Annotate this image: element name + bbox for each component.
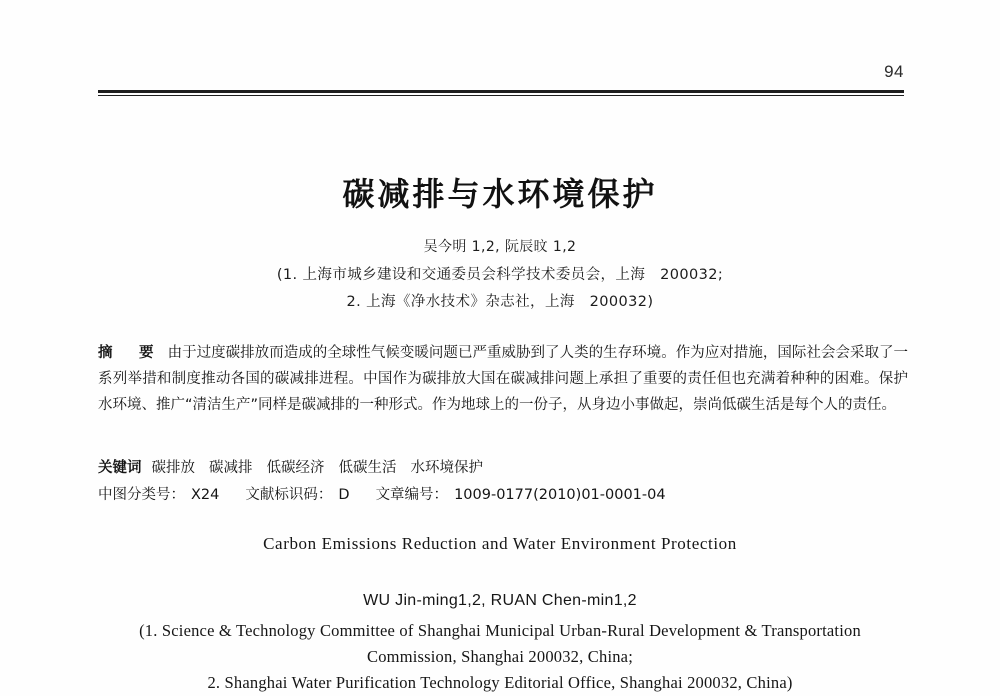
affiliation-chinese-1: (1. 上海市城乡建设和交通委员会科学技术委员会，上海 200032; [276, 267, 724, 283]
keyword-item: 低碳经济 [266, 460, 325, 476]
keyword-item: 水环境保护 [410, 460, 483, 476]
authors-english: WU Jin-ming1,2, RUAN Chen-min1,2 [363, 592, 637, 609]
keyword-item: 碳减排 [209, 460, 253, 476]
abstract-text: 由于过度碳排放而造成的全球性气候变暖问题已严重威胁到了人类的生存环境。作为应对措施，国际社会会采取了一系列举措和制度推动各国的碳减排进程。中国作为碳排放大国在碳减排问题上承担了重要的责任但也充满着种种的困难。保护水环境、推广“清洁生产”同样是碳减排的一种形式。作为地球上的一份子，从身边小事做起，崇尚低碳生活是每个人的责任。 [98, 345, 909, 413]
affiliation-english-2: Commission, Shanghai 200032, China; [367, 647, 633, 666]
classification-block [98, 482, 908, 508]
keyword-item: 低碳生活 [338, 460, 397, 476]
abstract-label: 摘 要 [98, 345, 160, 361]
title-english: Carbon Emissions Reduction and Water Environment Protection [263, 534, 737, 553]
authors-chinese: 吴今明 1,2, 阮辰旼 1,2 [423, 239, 577, 255]
clc-label: 中图分类号： [98, 487, 185, 503]
keywords-label: 关键词 [98, 460, 142, 476]
article-id-value: 1009-0177(2010)01-0001-04 [454, 487, 666, 503]
header-rule [98, 90, 904, 93]
page-number: 94 [884, 62, 904, 81]
abstract-block [98, 340, 908, 418]
document-code-label: 文献标识码： [245, 487, 333, 503]
article-id-label: 文章编号： [375, 487, 449, 503]
keywords-block [98, 455, 908, 481]
clc-value: X24 [191, 487, 220, 503]
affiliation-chinese-2: 2. 上海《净水技术》杂志社，上海 200032) [346, 294, 654, 310]
document-code-value: D [338, 487, 350, 503]
affiliation-english-1: (1. Science & Technology Committee of Shanghai Municipal Urban-Rural Development & Transportation [139, 621, 861, 640]
affiliation-english-3: 2. Shanghai Water Purification Technology Editorial Office, Shanghai 200032, China) [207, 673, 793, 692]
keyword-item: 碳排放 [151, 460, 195, 476]
page-title: 碳减排与水环境保护 [342, 175, 658, 214]
